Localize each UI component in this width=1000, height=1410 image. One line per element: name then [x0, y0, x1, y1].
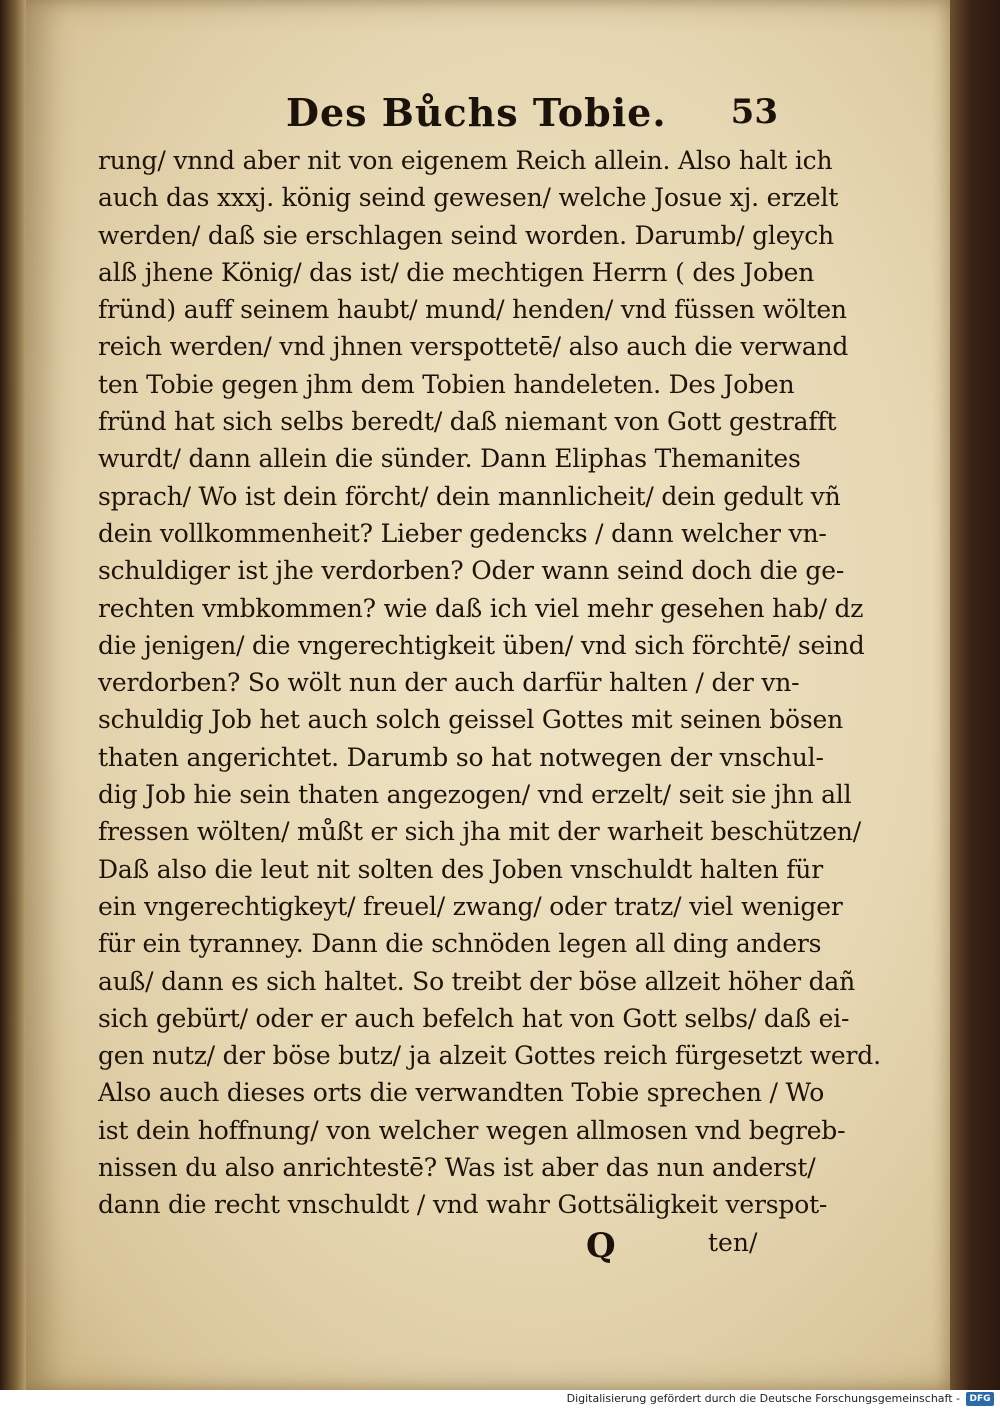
catch-row — [98, 1224, 768, 1264]
text-line: gen nutz/ der böse butz/ ja alzeit Gottes reich fürgesetzt werd. — [98, 1041, 881, 1071]
text-line: reich werden/ vnd jhnen verspottetē/ also auch die verwand — [98, 332, 849, 362]
text-line: Also auch dieses orts die verwandten Tobie sprechen / Wo — [98, 1078, 825, 1108]
paper-page — [26, 0, 950, 1390]
catchword: ten/ — [708, 1227, 758, 1257]
text-line: für ein tyranney. Dann die schnöden legen all ding anders — [98, 929, 822, 959]
text-line: dein vollkommenheit? Lieber gedencks / dann welcher vn- — [98, 518, 827, 548]
text-line: fründ hat sich selbs beredt/ daß niemant von Gott gestrafft — [98, 407, 837, 437]
body-text — [98, 142, 881, 1266]
text-line: verdorben? So wölt nun der auch darfür halten / der vn- — [98, 668, 800, 698]
text-line: werden/ daß sie erschlagen seind worden. Darumb/ gleych — [98, 220, 834, 250]
text-line: sprach/ Wo ist dein förcht/ dein mannlicheit/ dein gedult vñ — [98, 481, 841, 511]
text-line: thaten angerichtet. Darumb so hat notwegen der vnschul- — [98, 742, 824, 772]
text-line: dann die recht vnschuldt / vnd wahr Gottsäligkeit verspot- — [98, 1190, 828, 1220]
running-head — [258, 90, 778, 140]
text-line: ein vngerechtigkeyt/ freuel/ zwang/ oder tratz/ viel weniger — [98, 891, 843, 921]
text-line: wurdt/ dann allein die sünder. Dann Eliphas Themanites — [98, 444, 801, 474]
text-line: fründ) auff seinem haubt/ mund/ henden/ vnd füssen wölten — [98, 295, 847, 325]
text-line: schuldig Job het auch solch geissel Gottes mit seinen bösen — [98, 705, 843, 735]
text-line: auch das xxxj. könig seind gewesen/ welche Josue xj. erzelt — [98, 183, 839, 213]
text-line: dig Job hie sein thaten angezogen/ vnd erzelt/ seit sie jhn all — [98, 780, 852, 810]
text-line: nissen du also anrichtestē? Was ist aber das nun anderst/ — [98, 1153, 816, 1183]
text-line: rung/ vnnd aber nit von eigenem Reich allein. Also halt ich — [98, 146, 833, 175]
running-title: Des Bůchs Tobie. — [286, 90, 667, 135]
text-line: alß jhene König/ das ist/ die mechtigen Herrn ( des Joben — [98, 257, 815, 287]
text-line: die jenigen/ die vngerechtigkeit üben/ vnd sich förchtē/ seind — [98, 630, 865, 660]
dfg-logo: DFG — [966, 1392, 994, 1406]
footer-bar — [0, 1390, 1000, 1410]
page-number: 53 — [730, 92, 778, 132]
text-line: ten Tobie gegen jhm dem Tobien handeleten. Des Joben — [98, 369, 795, 399]
text-line: schuldiger ist jhe verdorben? Oder wann seind doch die ge- — [98, 556, 845, 586]
text-line: ist dein hoffnung/ von welcher wegen allmosen vnd begreb- — [98, 1115, 846, 1145]
text-line: fressen wölten/ můßt er sich jha mit der warheit beschützen/ — [98, 817, 861, 847]
text-line: Daß also die leut nit solten des Joben vnschuldt halten für — [98, 854, 823, 884]
right-page-edge — [950, 0, 1000, 1390]
book-spine-edge — [0, 0, 26, 1390]
funding-credit: Digitalisierung gefördert durch die Deutsche Forschungsgemeinschaft - — [566, 1392, 960, 1405]
text-line: sich gebürt/ oder er auch befelch hat von Gott selbs/ daß ei- — [98, 1003, 850, 1033]
signature-mark: Q — [586, 1225, 616, 1266]
text-line: auß/ dann es sich haltet. So treibt der böse allzeit höher dañ — [98, 966, 855, 996]
text-line: rechten vmbkommen? wie daß ich viel mehr gesehen hab/ dz — [98, 593, 864, 623]
